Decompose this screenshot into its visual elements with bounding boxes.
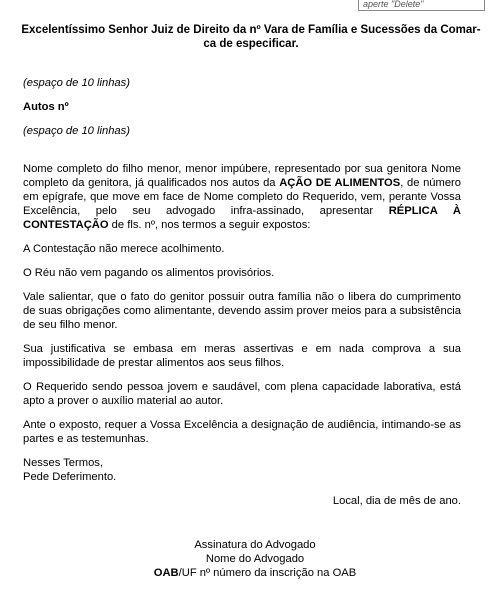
delete-hint-box <box>358 0 485 11</box>
document-body <box>23 76 461 508</box>
oab-number: /UF nº número da inscrição na OAB <box>178 567 357 579</box>
paragraph-alimentos: O Réu não vem pagando os alimentos provisórios. <box>23 267 275 279</box>
intro-text-b: , de número em epígrafe, que move em face de Nome completo do Requerido, vem, perante Vossa Excelência, pelo seu advogado infra-assinado, apresentar <box>23 177 462 217</box>
paragraph-requerido: O Requerido sendo pessoa jovem e saudável, com plena capacidade laborativa, está apto a prover o auxílio material ao autor. <box>23 381 461 407</box>
lawyer-name: Nome do Advogado <box>205 553 305 565</box>
closing-termos: Nesses Termos, <box>23 457 103 469</box>
spacing-note-2: (espaço de 10 linhas) <box>23 125 130 137</box>
intro-text-a: Nome completo do filho menor, menor impúbere, representado por sua genitora Nome completo da genitora, já qualificados nos autos da <box>23 163 461 189</box>
closing-deferimento: Pede Deferimento. <box>23 471 117 483</box>
signature-block <box>100 538 410 580</box>
intro-text-c: de fls. nº, nos termos a seguir expostos: <box>108 219 311 231</box>
intro-bold-replica: RÉPLICA À CONTESTAÇÃO <box>23 205 461 231</box>
oab-label: OAB <box>153 567 179 579</box>
autos-number: Autos nº <box>23 101 69 113</box>
intro-bold-action: AÇÃO DE ALIMENTOS <box>279 177 401 189</box>
document-header <box>20 23 482 51</box>
paragraph-contestacao: A Contestação não merece acolhimento. <box>23 243 225 255</box>
paragraph-genitor: Vale salientar, que o fato do genitor possuir outra família não o libera do cumprimento de suas obrigações como alimentante, devendo assim prover meios para a subsistência de seu filho menor. <box>23 291 461 331</box>
place-date: Local, dia de mês de ano. <box>332 495 461 507</box>
header-line-1: Excelentíssimo Senhor Juiz de Direito da nº Vara de Família e Sucessões da Comar- <box>21 24 481 36</box>
signature-line: Assinatura do Advogado <box>194 539 316 551</box>
oab-line <box>100 566 410 580</box>
header-line-2: ca de especificar. <box>203 38 299 50</box>
paragraph-intro <box>23 162 461 232</box>
delete-hint-text: aperte "Delete" <box>363 0 424 9</box>
paragraph-requerimento: Ante o exposto, requer a Vossa Excelência a designação de audiência, intimando-se as partes e as testemunhas. <box>23 419 461 445</box>
spacing-note-1: (espaço de 10 linhas) <box>23 77 130 89</box>
paragraph-justificativa: Sua justificativa se embasa em meras assertivas e em nada comprova a sua impossibilidade de prestar alimentos aos seus filhos. <box>23 343 461 369</box>
